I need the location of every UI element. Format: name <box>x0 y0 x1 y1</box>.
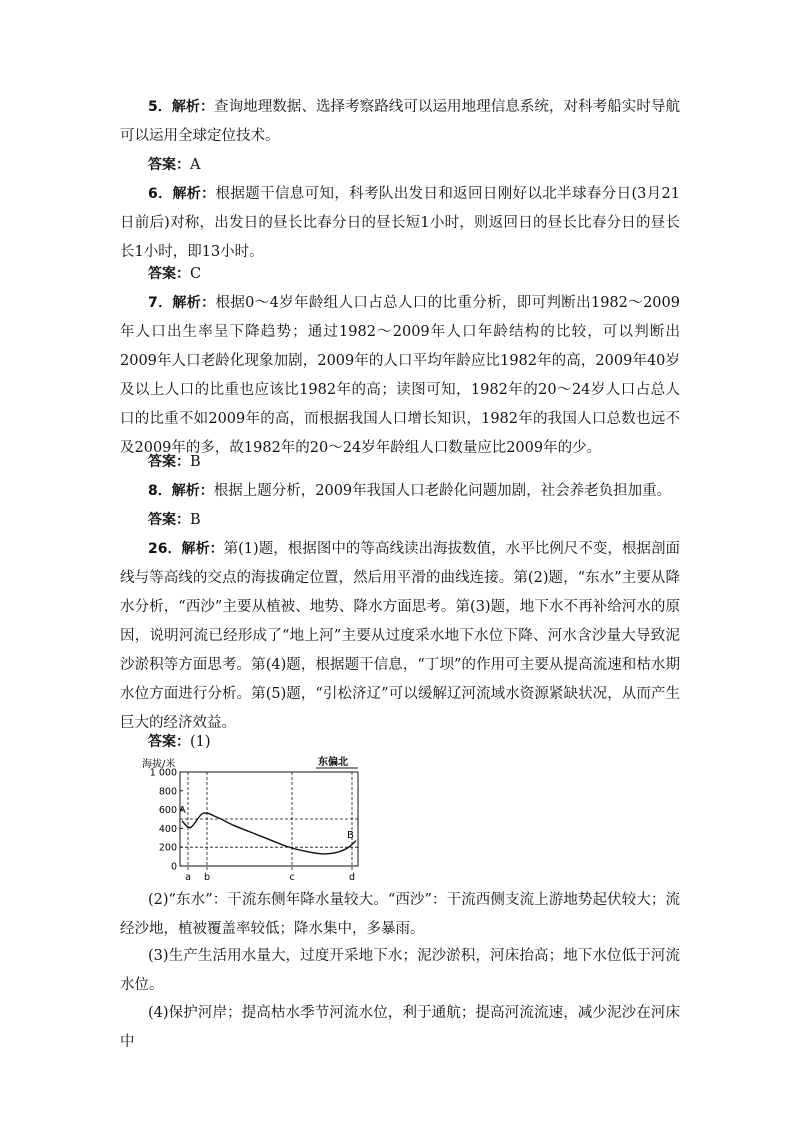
q5-text: 查询地理数据、选择考察路线可以运用地理信息系统，对科考船实时导航可以运用全球定位技术。 <box>120 99 680 144</box>
q5-answer-value: A <box>190 157 201 173</box>
q7-text: 根据0～4岁年龄组人口占总人口的比重分析，即可判断出1982～2009年人口出生率呈下降趋势；通过1982～2009年人口年龄结构的比较，可以判断出2009年人口老龄化现象加剧，2009年的人口平均年龄应比1982年的高，2009年40岁及以上人口的比重也应该比1982年的高；读图可知，1982年的20～24岁人口占总人口的比重不如2009年的高，而根据我国人口增长知识，1982年的我国人口总数也远不及2009年的多，故1982年的20～24岁年龄组人口数量应比2009年的少。 <box>120 295 680 456</box>
q5-answer-label: 答案： <box>148 157 190 173</box>
q26-answer-2: (2)“东水”：干流东侧年降水量较大。“西沙”：干流西侧支流上游地势起伏较大；流经沙地，植被覆盖率较低；降水集中，多暴雨。 <box>120 892 680 937</box>
q7-answer-value: B <box>190 454 201 470</box>
q7-label: 7．解析： <box>148 295 216 311</box>
q7-answer <box>148 448 201 477</box>
x-marker-label: b <box>203 872 211 882</box>
q26-answer-4: (4)保护河岸；提高枯水季节河流水位，利于通航；提高河流流速，减少泥沙在河床中 <box>120 1005 680 1050</box>
x-marker-label: a <box>185 872 191 882</box>
y-axis-label: 海拔/米 <box>142 759 176 770</box>
q8-answer <box>148 506 201 535</box>
y-tick-label: 600 <box>158 805 177 817</box>
elevation-profile-chart <box>140 756 370 882</box>
y-tick-label: 400 <box>158 823 177 835</box>
q5-answer <box>148 151 200 180</box>
x-marker-label: d <box>348 872 356 882</box>
q7-explanation <box>120 289 680 463</box>
q8-text: 根据上题分析，2009年我国人口老龄化问题加剧，社会养老负担加重。 <box>213 483 672 499</box>
chart-title: 东偏北 <box>318 757 348 768</box>
profile-curve <box>182 813 356 854</box>
point-label-a: A <box>179 805 186 816</box>
q26-answer-1: (1) <box>190 734 211 750</box>
q26-answer-label: 答案： <box>148 734 190 750</box>
q26-answer-3: (3)生产生活用水量大，过度开采地下水；泥沙淤积，河床抬高；地下水位低于河流水位。 <box>120 948 680 993</box>
q26-text: 第(1)题，根据图中的等高线读出海拔数值，水平比例尺不变，根据剖面线与等高线的交点的海拔确定位置，然后用平滑的曲线连接。第(2)题，“东水”主要从降水分析，“西沙”主要从植被、地势、降水方面思考。第(3)题，地下水不再补给河水的原因，说明河流已经形成了“地上河”主要从过度采水地下水位下降、河水含沙量大导致泥沙淤积等方面思考。第(4)题，根据题干信息，“丁坝”的作用可主要从提高流速和枯水期水位方面进行分析。第(5)题，“引松济辽”可以缓解辽河流域水资源紧缺状况，从而产生巨大的经济效益。 <box>120 541 680 731</box>
y-tick-label: 1 000 <box>149 767 177 779</box>
point-label-b: B <box>347 830 354 841</box>
q8-answer-value: B <box>190 512 201 528</box>
y-ticks <box>150 768 183 873</box>
q5-explanation <box>120 93 680 151</box>
y-tick-label: 200 <box>158 842 177 854</box>
q26-label: 26．解析： <box>148 541 224 557</box>
q5-label: 5．解析： <box>148 99 215 115</box>
q8-answer-label: 答案： <box>148 512 190 528</box>
q26-answer <box>148 728 211 757</box>
q26-explanation <box>120 535 680 738</box>
q6-answer-value: C <box>190 266 202 282</box>
q6-label: 6．解析： <box>148 186 216 202</box>
q8-label: 8．解析： <box>148 483 214 499</box>
q6-explanation <box>120 180 680 267</box>
q6-text: 根据题干信息可知，科考队出发日和返回日刚好以北半球春分日(3月21日前后)对称，出发日的昼长比春分日的昼长短1小时，则返回日的昼长比春分日的昼长长1小时，即13小时。 <box>120 186 680 260</box>
x-marker-label: c <box>289 872 295 882</box>
q7-answer-label: 答案： <box>148 454 190 470</box>
y-tick-label: 800 <box>158 786 177 798</box>
q8-explanation <box>120 477 680 506</box>
q6-answer <box>148 260 201 289</box>
profile-svg <box>140 756 370 882</box>
q6-answer-label: 答案： <box>148 266 190 282</box>
y-tick-label: 0 <box>170 861 177 873</box>
